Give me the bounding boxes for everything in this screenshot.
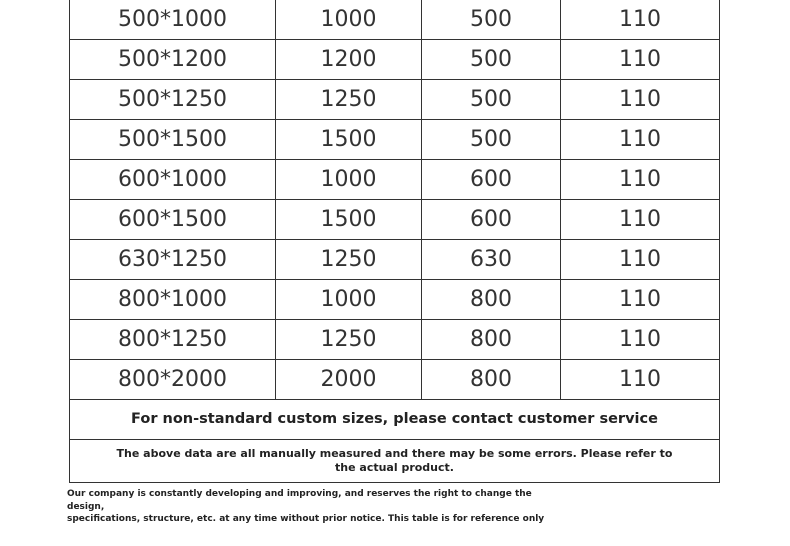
width-cell: 500 [422,120,561,160]
width-cell: 800 [422,320,561,360]
length-cell: 1000 [276,0,422,40]
width-cell: 600 [422,160,561,200]
value-cell: 110 [561,40,720,80]
measurement-error-note: The above data are all manually measured and there may be some errors. Please refer to the actual product. [70,440,720,483]
size-table [69,0,720,483]
size-cell: 600*1500 [70,200,276,240]
length-cell: 1500 [276,200,422,240]
disclaimer-note [67,488,547,526]
disclaimer-line-2: specifications, structure, etc. at any time without prior notice. This table is for reference only [67,514,545,524]
error-note-row [70,440,720,483]
length-cell: 1250 [276,240,422,280]
table-row [70,0,720,40]
size-cell: 500*1000 [70,0,276,40]
table-row [70,280,720,320]
value-cell: 110 [561,320,720,360]
table-row [70,240,720,280]
custom-sizes-note: For non-standard custom sizes, please contact customer service [70,400,720,440]
value-cell: 110 [561,0,720,40]
width-cell: 800 [422,280,561,320]
table-row [70,200,720,240]
value-cell: 110 [561,360,720,400]
value-cell: 110 [561,280,720,320]
size-cell: 500*1250 [70,80,276,120]
size-cell: 800*1250 [70,320,276,360]
size-cell: 630*1250 [70,240,276,280]
size-cell: 800*1000 [70,280,276,320]
width-cell: 500 [422,40,561,80]
length-cell: 2000 [276,360,422,400]
value-cell: 110 [561,200,720,240]
table-row [70,160,720,200]
custom-note-row [70,400,720,440]
table-row [70,320,720,360]
size-cell: 500*1500 [70,120,276,160]
length-cell: 1000 [276,280,422,320]
value-cell: 110 [561,120,720,160]
width-cell: 800 [422,360,561,400]
length-cell: 1250 [276,320,422,360]
length-cell: 1000 [276,160,422,200]
table-row [70,120,720,160]
table-row [70,360,720,400]
value-cell: 110 [561,160,720,200]
size-cell: 800*2000 [70,360,276,400]
length-cell: 1200 [276,40,422,80]
width-cell: 500 [422,80,561,120]
length-cell: 1250 [276,80,422,120]
value-cell: 110 [561,240,720,280]
width-cell: 500 [422,0,561,40]
table-row [70,80,720,120]
length-cell: 1500 [276,120,422,160]
disclaimer-line-1: Our company is constantly developing and improving, and reserves the right to change the design, [67,489,532,512]
size-cell: 500*1200 [70,40,276,80]
value-cell: 110 [561,80,720,120]
width-cell: 600 [422,200,561,240]
table-row [70,40,720,80]
width-cell: 630 [422,240,561,280]
size-table-body [70,0,720,483]
size-cell: 600*1000 [70,160,276,200]
